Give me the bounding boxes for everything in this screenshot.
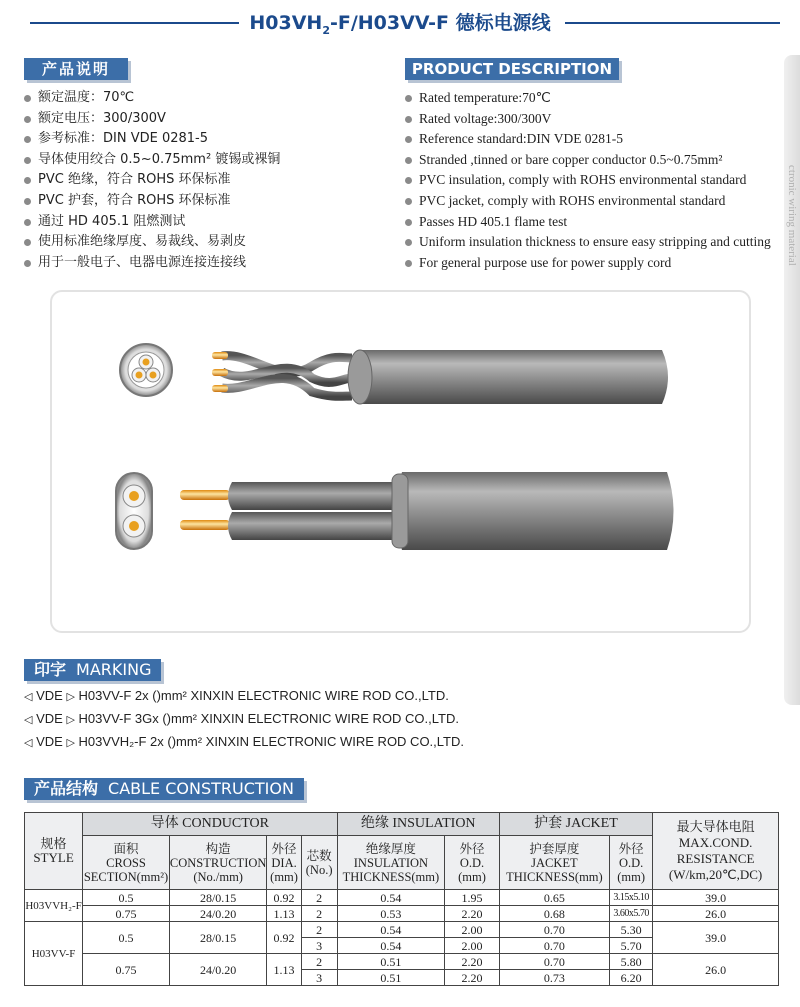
cell-ins-od: 2.20 (445, 954, 500, 970)
desc-en-item: Rated voltage:300/300V (405, 109, 771, 130)
title-rule-right (565, 22, 780, 24)
header-conductor: 导体 CONDUCTOR (83, 813, 338, 836)
header-ins-thickness: 绝缘厚度 INSULATION THICKNESS(mm) (337, 836, 445, 890)
desc-cn-item: 通过 HD 405.1 阻燃测试 (24, 212, 280, 233)
cell-jkt-od: 3.15x5.10 (610, 890, 653, 906)
desc-en-item: Reference standard:DIN VDE 0281-5 (405, 129, 771, 150)
flat-cable-cross-section (116, 473, 152, 549)
desc-en-item: PVC insulation, comply with ROHS environmental standard (405, 170, 771, 191)
marking-line: ◁ VDE ▷ H03VV-F 2x ()mm² XINXIN ELECTRONIC WIRE ROD CO.,LTD. (24, 688, 449, 703)
cell-jkt-od: 5.30 (610, 922, 653, 938)
header-section: 面积 CROSS SECTION(mm²) (83, 836, 170, 890)
cell-section: 0.5 (83, 922, 170, 954)
cell-ins-od: 2.00 (445, 938, 500, 954)
side-tab (784, 55, 800, 705)
product-description-cn-header: 产品说明 (24, 58, 128, 80)
header-cores: 芯数 (No.) (301, 836, 337, 890)
cell-ins-thickness: 0.51 (337, 954, 445, 970)
cell-dia: 1.13 (267, 906, 301, 922)
header-construction: 构造 CONSTRUCTION (No./mm) (169, 836, 267, 890)
title-text: $H03VH_2-F/H03VV-F$ 德标电源线 (239, 8, 560, 37)
marking-line: ◁ VDE ▷ H03VVH₂-F 2x ()mm² XINXIN ELECTRONIC WIRE ROD CO.,LTD. (24, 734, 464, 749)
cell-ins-thickness: 0.54 (337, 890, 445, 906)
cell-jkt-thickness: 0.70 (499, 954, 609, 970)
style-cell: H03VVH₂-F (25, 890, 83, 922)
cell-ins-od: 2.20 (445, 970, 500, 986)
desc-en-item: Uniform insulation thickness to ensure easy stripping and cutting (405, 232, 771, 253)
title-rule-left (30, 22, 255, 24)
desc-cn-item: PVC 护套，符合 ROHS 环保标准 (24, 191, 280, 212)
cell-ins-thickness: 0.54 (337, 938, 445, 954)
marking-line: ◁ VDE ▷ H03VV-F 3Gx ()mm² XINXIN ELECTRONIC WIRE ROD CO.,LTD. (24, 711, 459, 726)
cell-dia: 0.92 (267, 922, 301, 954)
table-row (25, 954, 779, 970)
cell-construction: 28/0.15 (169, 890, 267, 906)
cell-cores: 2 (301, 954, 337, 970)
table-row (25, 890, 779, 906)
description-list-en (405, 88, 771, 273)
cell-construction: 24/0.20 (169, 954, 267, 986)
desc-cn-item: 使用标准绝缘厚度、易裁线、易剥皮 (24, 232, 280, 253)
cell-cores: 2 (301, 922, 337, 938)
desc-cn-item: 导体使用绞合 0.5~0.75mm² 镀锡或裸铜 (24, 150, 280, 171)
desc-en-item: Rated temperature:70℃ (405, 88, 771, 109)
header-dia: 外径 DIA. (mm) (267, 836, 301, 890)
desc-en-item: Stranded ,tinned or bare copper conductor 0.5~0.75mm² (405, 150, 771, 171)
cell-jkt-thickness: 0.65 (499, 890, 609, 906)
desc-cn-item: 参考标准：DIN VDE 0281-5 (24, 129, 280, 150)
cell-section: 0.75 (83, 906, 170, 922)
cell-ins-thickness: 0.53 (337, 906, 445, 922)
cell-construction: 24/0.20 (169, 906, 267, 922)
desc-cn-item: PVC 绝缘，符合 ROHS 环保标准 (24, 170, 280, 191)
table-row (25, 906, 779, 922)
cell-dia: 1.13 (267, 954, 301, 986)
desc-cn-item: 用于一般电子、电器电源连接连接线 (24, 253, 280, 274)
cell-resistance: 26.0 (653, 906, 779, 922)
header-jacket: 护套 JACKET (499, 813, 652, 836)
header-style: 规格 STYLE (25, 813, 83, 890)
desc-en-item: For general purpose use for power supply cord (405, 253, 771, 274)
side-tab-text: ctronic wiring material (786, 165, 798, 266)
cell-ins-thickness: 0.51 (337, 970, 445, 986)
cable-illustration-panel (50, 290, 751, 633)
header-jkt-thickness: 护套厚度 JACKET THICKNESS(mm) (499, 836, 609, 890)
cell-cores: 3 (301, 938, 337, 954)
round-cable-cross-section (120, 344, 172, 396)
cell-cores: 2 (301, 890, 337, 906)
header-insulation: 绝缘 INSULATION (337, 813, 499, 836)
cell-section: 0.75 (83, 954, 170, 986)
cell-ins-od: 2.00 (445, 922, 500, 938)
description-list-cn (24, 88, 280, 273)
page-title (0, 8, 800, 37)
header-resistance: 最大导体电阻 MAX.COND. RESISTANCE (W/km,20℃,DC) (653, 813, 779, 890)
cell-jkt-thickness: 0.70 (499, 938, 609, 954)
table-row (25, 922, 779, 938)
cell-cores: 3 (301, 970, 337, 986)
desc-cn-item: 额定温度：70℃ (24, 88, 280, 109)
cell-jkt-od: 5.80 (610, 954, 653, 970)
style-cell: H03VV-F (25, 922, 83, 986)
cell-jkt-od: 5.70 (610, 938, 653, 954)
flat-cable-side-view (180, 472, 674, 550)
header-jkt-od: 外径 O.D. (mm) (610, 836, 653, 890)
cell-ins-thickness: 0.54 (337, 922, 445, 938)
round-cable-side-view (212, 350, 668, 404)
cell-resistance: 39.0 (653, 890, 779, 906)
cell-jkt-thickness: 0.73 (499, 970, 609, 986)
cell-resistance: 39.0 (653, 922, 779, 954)
product-description-en-header: PRODUCT DESCRIPTION (405, 58, 619, 80)
desc-en-item: PVC jacket, comply with ROHS environmental standard (405, 191, 771, 212)
construction-section-header: 产品结构 CABLE CONSTRUCTION (24, 778, 304, 800)
desc-cn-item: 额定电压：300/300V (24, 109, 280, 130)
cell-jkt-od: 6.20 (610, 970, 653, 986)
cell-ins-od: 2.20 (445, 906, 500, 922)
cell-jkt-thickness: 0.70 (499, 922, 609, 938)
cell-cores: 2 (301, 906, 337, 922)
cable-construction-table (24, 812, 779, 986)
marking-section-header: 印字 MARKING (24, 659, 161, 681)
cell-construction: 28/0.15 (169, 922, 267, 954)
cell-jkt-od: 3.60x5.70 (610, 906, 653, 922)
cable-illustration (52, 292, 749, 631)
cell-dia: 0.92 (267, 890, 301, 906)
cell-resistance: 26.0 (653, 954, 779, 986)
desc-en-item: Passes HD 405.1 flame test (405, 212, 771, 233)
cell-ins-od: 1.95 (445, 890, 500, 906)
header-ins-od: 外径 O.D. (mm) (445, 836, 500, 890)
cell-section: 0.5 (83, 890, 170, 906)
cell-jkt-thickness: 0.68 (499, 906, 609, 922)
